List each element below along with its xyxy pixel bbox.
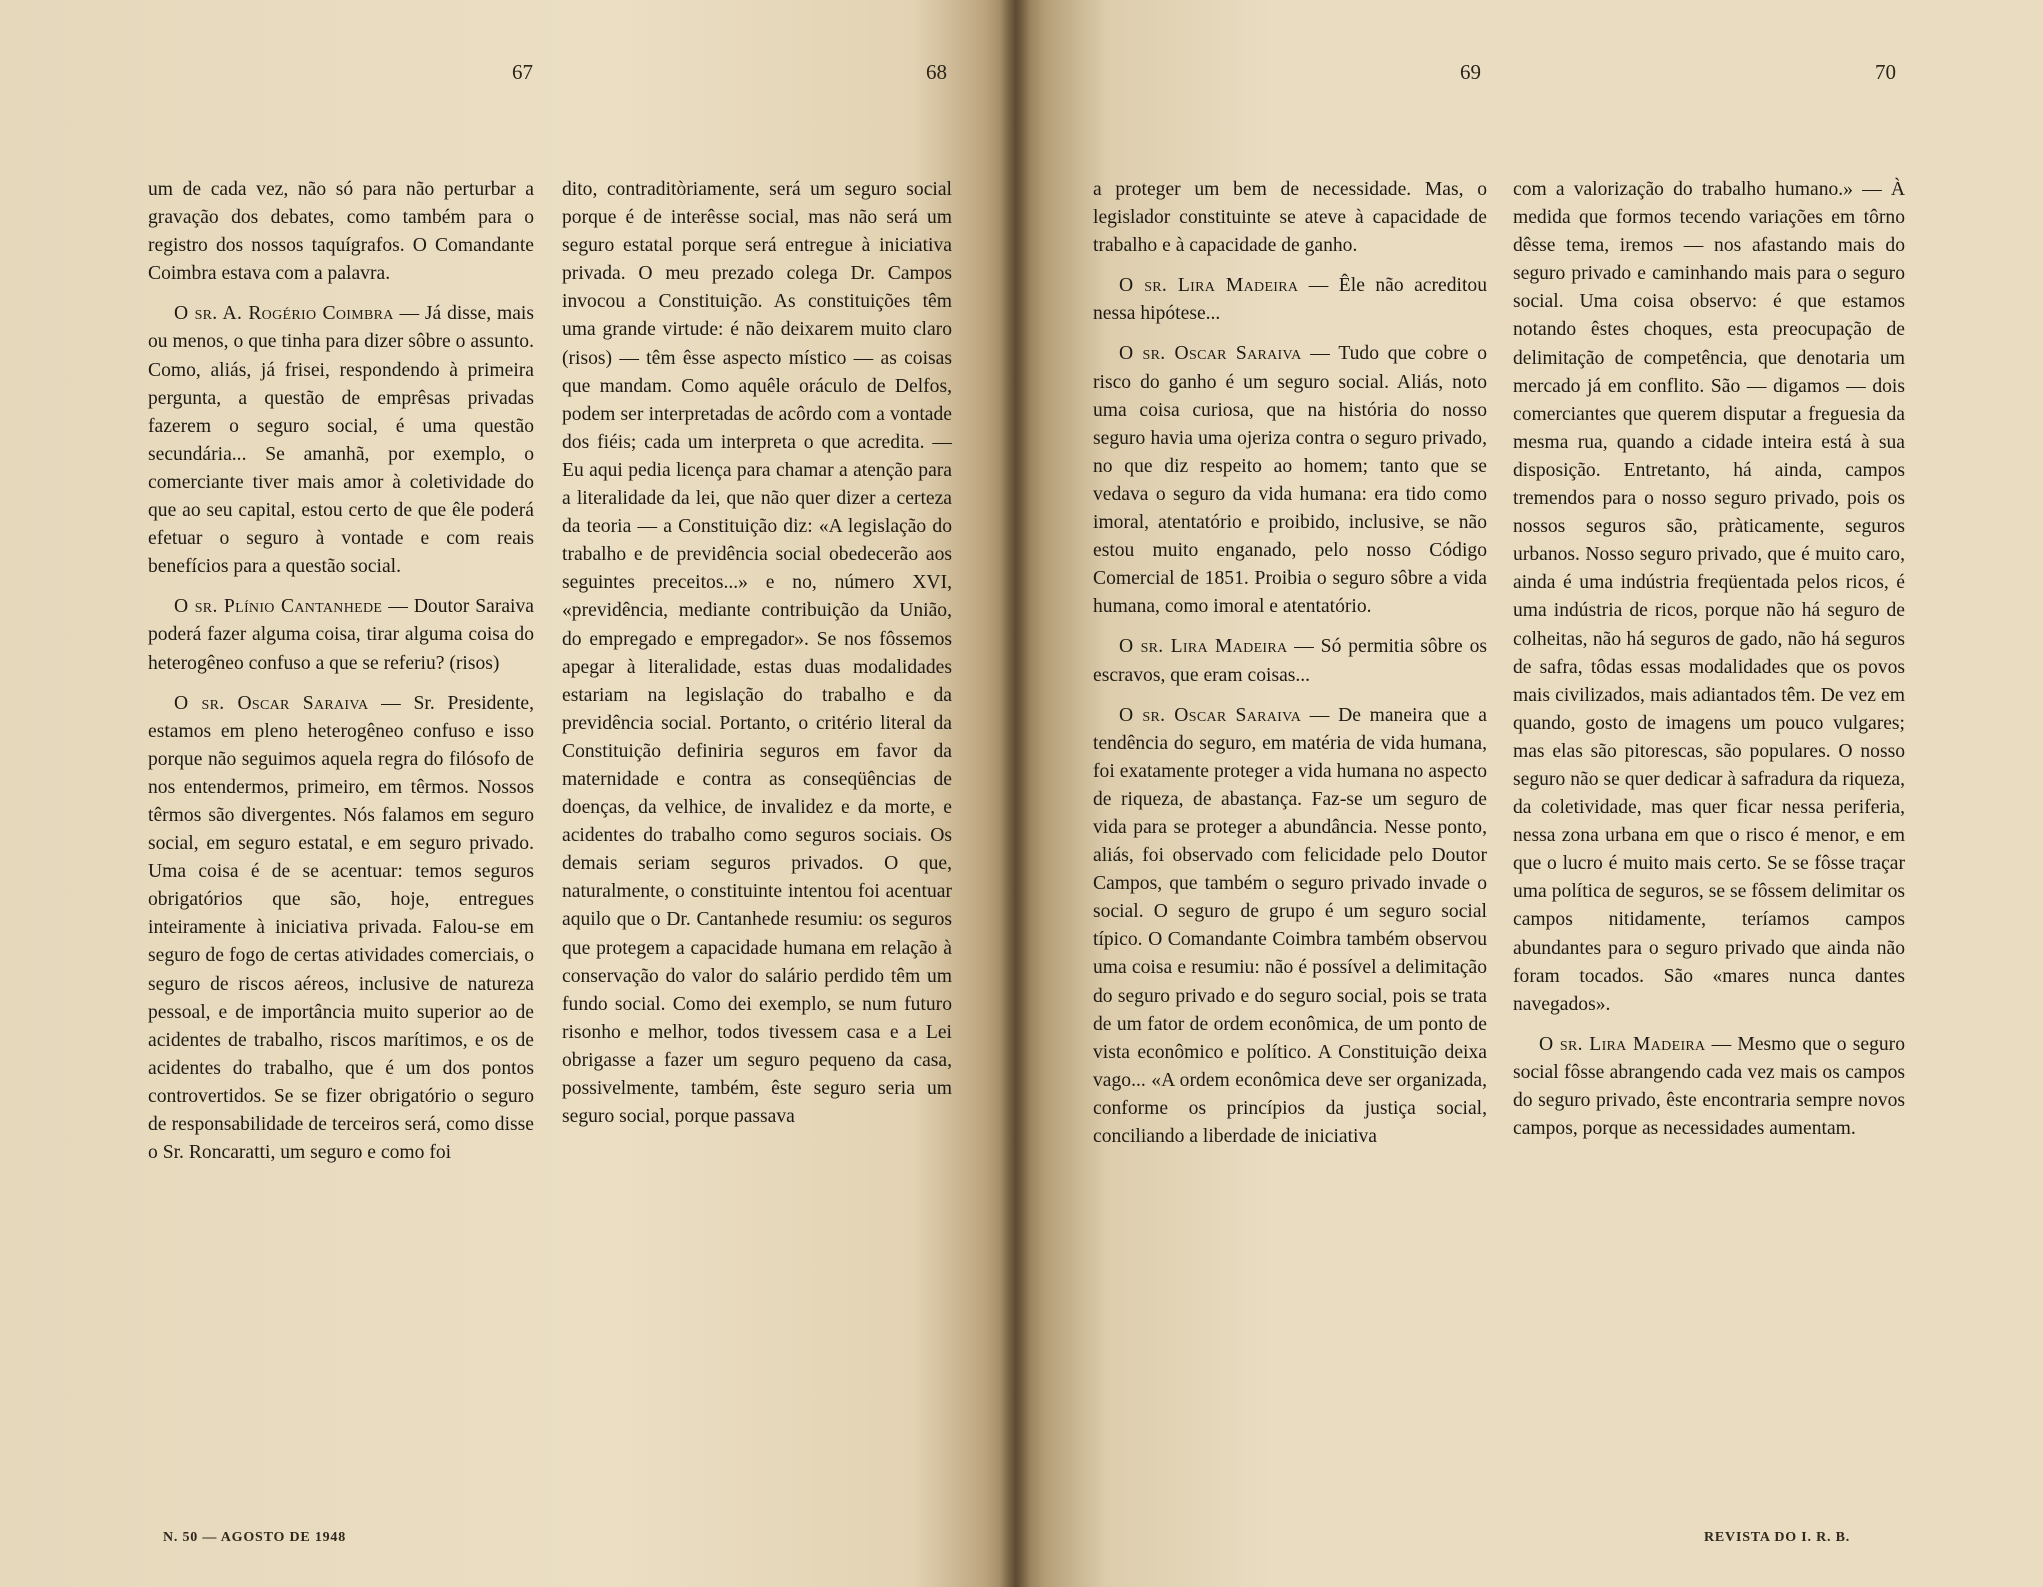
speech-text: — Êle não acreditou nessa hipótese...: [1093, 275, 1487, 325]
speaker-name: O sr. Oscar Saraiva: [174, 692, 369, 714]
page-number-69: 69: [1460, 60, 1481, 84]
speech-text: — Doutor Saraiva poderá fazer alguma coisa, tirar alguma coisa do heterogêneo confuso a que se referiu? (risos): [148, 596, 534, 674]
speaker-name: O sr. Lira Madeira: [1119, 275, 1299, 297]
speech-text: — Só permitia sôbre os escravos, que eram coisas...: [1093, 636, 1487, 686]
speech-text: — Tudo que cobre o risco do ganho é um seguro social. Aliás, noto uma coisa curiosa, que na história do nosso seguro havia uma ojeriza contra o seguro privado, no que diz respeito ao homem; tanto que se vedava o seguro da vida humana: era tido como imoral, atentatório e proibido, inclusive, se não estou muito enganado, pelo nosso Código Comercial de 1851. Proibia o seguro sôbre a vida humana, como imoral e atentatório.: [1093, 343, 1487, 618]
speech-text: — Já disse, mais ou menos, o que tinha para dizer sôbre o assunto. Como, aliás, já frisei, respondendo à primeira pergunta, a questão de emprêsas privadas fazerem o seguro social, é uma questão secundária... Se amanhã, por exemplo, o comerciante tiver mais amor à coletividade do que ao seu capital, estou certo de que êle poderá efetuar o seguro à vontade e com reais benefícios para a questão social.: [148, 303, 534, 578]
speaker-name: O sr. Lira Madeira: [1539, 1033, 1706, 1055]
paragraph: dito, contraditòriamente, será um seguro social porque é de interêsse social, mas não será um seguro estatal porque será entregue à iniciativa privada. O meu prezado colega Dr. Campos invocou a Constituição. As constituições têm uma grande virtude: é não deixarem muito claro (risos) — têm êsse aspecto místico — as coisas que mandam. Como aquêle oráculo de Delfos, podem ser interpretadas de acôrdo com a vontade dos fiéis; cada um interpreta o que acredita. — Eu aqui pedia licença para chamar a atenção para a literalidade da lei, que não quer dizer a certeza da teoria — a Constituição diz: «A legislação do trabalho e de previdência social obedecerão aos seguintes preceitos...» e no, número XVI, «previdência, mediante contribuição da União, do empregado e empregador». Se nos fôssemos apegar à literalidade, estas duas modalidades estariam na legislação do trabalho e da previdência social. Portanto, o critério literal da Constituição definiria seguros em favor da maternidade e contra as conseqüências de doenças, da velhice, de invalidez e da morte, e acidentes do trabalho como seguros sociais. Os demais seriam seguros privados. O que, naturalmente, o constituinte intentou foi acentuar aquilo que o Dr. Cantanhede resumiu: os seguros que protegem a capacidade humana em relação à conservação do valor do salário perdido têm um fundo social. Como dei exemplo, se num futuro risonho e melhor, todos tivessem casa e a Lei obrigasse a fazer um seguro pequeno da casa, possivelmente, também, êste seguro seria um seguro social, porque passava: [562, 179, 952, 1128]
paragraph: [148, 690, 534, 1168]
speaker-name: O sr. Lira Madeira: [1119, 636, 1288, 658]
speech-text: — De maneira que a tendência do seguro, em matéria de vida humana, foi exatamente proteger a vida humana no aspecto de riqueza, de abastança. Faz-se um seguro de vida para se proteger a abundância. Nesse ponto, aliás, foi observado com felicidade pelo Doutor Campos, que também o seguro privado invade o social. O seguro de grupo é um seguro social típico. O Comandante Coimbra também observou uma coisa e resumiu: não é possível a delimitação do seguro privado e do seguro social, pois se trata de um fator de ordem econômica, de um ponto de vista econômico e político. A Constituição deixa vago... «A ordem econômica deve ser organizada, conforme os princípios da justiça social, conciliando a liberdade de iniciativa: [1093, 704, 1487, 1147]
text-column-3: [1093, 176, 1487, 1163]
footer-journal-name: REVISTA DO I. R. B.: [1704, 1530, 1851, 1545]
paragraph: [1093, 702, 1487, 1152]
speech-text: — Sr. Presidente, estamos em pleno heterogêneo confuso e isso porque não seguimos aquela regra do filósofo de nos entendermos, primeiro, em têrmos. Nossos têrmos são divergentes. Nós falamos em seguro social, em seguro estatal, e em seguro privado. Uma coisa é de se acentuar: temos seguros obrigatórios que são, hoje, entregues inteiramente à iniciativa privada. Falou-se em seguro de fogo de certas atividades comerciais, o seguro de riscos aéreos, inclusive de natureza pessoal, e de importância muito superior ao de acidentes de trabalho, riscos marítimos, e os de acidentes do trabalho, que é um dos pontos controvertidos. Se se fizer obrigatório o seguro de responsabilidade de terceiros será, como disse o Sr. Roncaratti, um seguro e como foi: [148, 692, 534, 1164]
paragraph: a proteger um bem de necessidade. Mas, o legislador constituinte se ateve à capacidade de trabalho e à capacidade de ganho.: [1093, 179, 1487, 257]
page-number-67: 67: [512, 60, 533, 84]
text-column-2: [562, 176, 952, 1143]
speaker-name: O sr. Plínio Cantanhede: [174, 596, 383, 618]
speaker-name: O sr. Oscar Saraiva: [1119, 343, 1302, 365]
footer-issue-date: N. 50 — AGOSTO DE 1948: [163, 1530, 347, 1545]
text-column-4: [1513, 176, 1905, 1155]
paragraph: [1093, 340, 1487, 621]
paragraph: [148, 593, 534, 677]
paragraph: [1093, 272, 1487, 328]
page-number-68: 68: [926, 60, 947, 84]
paragraph: um de cada vez, não só para não perturbar a gravação dos debates, como também para o registro dos nossos taquígrafos. O Comandante Coimbra estava com a palavra.: [148, 179, 534, 285]
speaker-name: O sr. A. Rogério Coimbra: [174, 303, 394, 325]
paragraph: [148, 300, 534, 581]
book-gutter: [1000, 0, 1030, 1587]
speaker-name: O sr. Oscar Saraiva: [1119, 704, 1302, 726]
paragraph: com a valorização do trabalho humano.» — À medida que formos tecendo variações em tôrno dêsse tema, iremos — nos afastando mais do seguro privado e caminhando mais para o seguro social. Uma coisa observo: é que estamos notando êstes choques, esta preocupação de delimitação de competência, que denotaria um mercado já em conflito. São — digamos — dois comerciantes que querem disputar a freguesia da mesma rua, quando a cidade inteira está à sua disposição. Entretanto, há ainda, campos tremendos para o nosso seguro privado, pois os nossos seguros são, pràticamente, seguros urbanos. Nosso seguro privado, que é muito caro, ainda é uma indústria freqüentada pelos ricos, é uma indústria de ricos, porque não há seguro de colheitas, não há seguros de gado, não há seguros de safra, tôdas essas modalidades que os povos mais civilizados, mais adiantados têm. De vez em quando, gosto de imagens um pouco vulgares; mas elas são pitorescas, são populares. O nosso seguro não se quer dedicar à safradura da riqueza, da coletividade, mas quer ficar nessa periferia, nessa zona urbana em que o risco é menor, e em que o lucro é muito mais certo. Se se fôsse traçar uma política de seguros, se se fôssem delimitar os campos nitidamente, teríamos campos abundantes para o seguro privado que ainda não foram tocados. São «mares nunca dantes navegados».: [1513, 179, 1905, 1015]
speech-text: — Mesmo que o seguro social fôsse abrangendo cada vez mais os campos do seguro privado, êste encontraria sempre novos campos, porque as necessidades aumentam.: [1513, 1033, 1905, 1140]
page-number-70: 70: [1875, 60, 1896, 84]
paragraph: [1093, 633, 1487, 689]
text-column-1: [148, 176, 534, 1179]
paragraph: [1513, 1031, 1905, 1143]
